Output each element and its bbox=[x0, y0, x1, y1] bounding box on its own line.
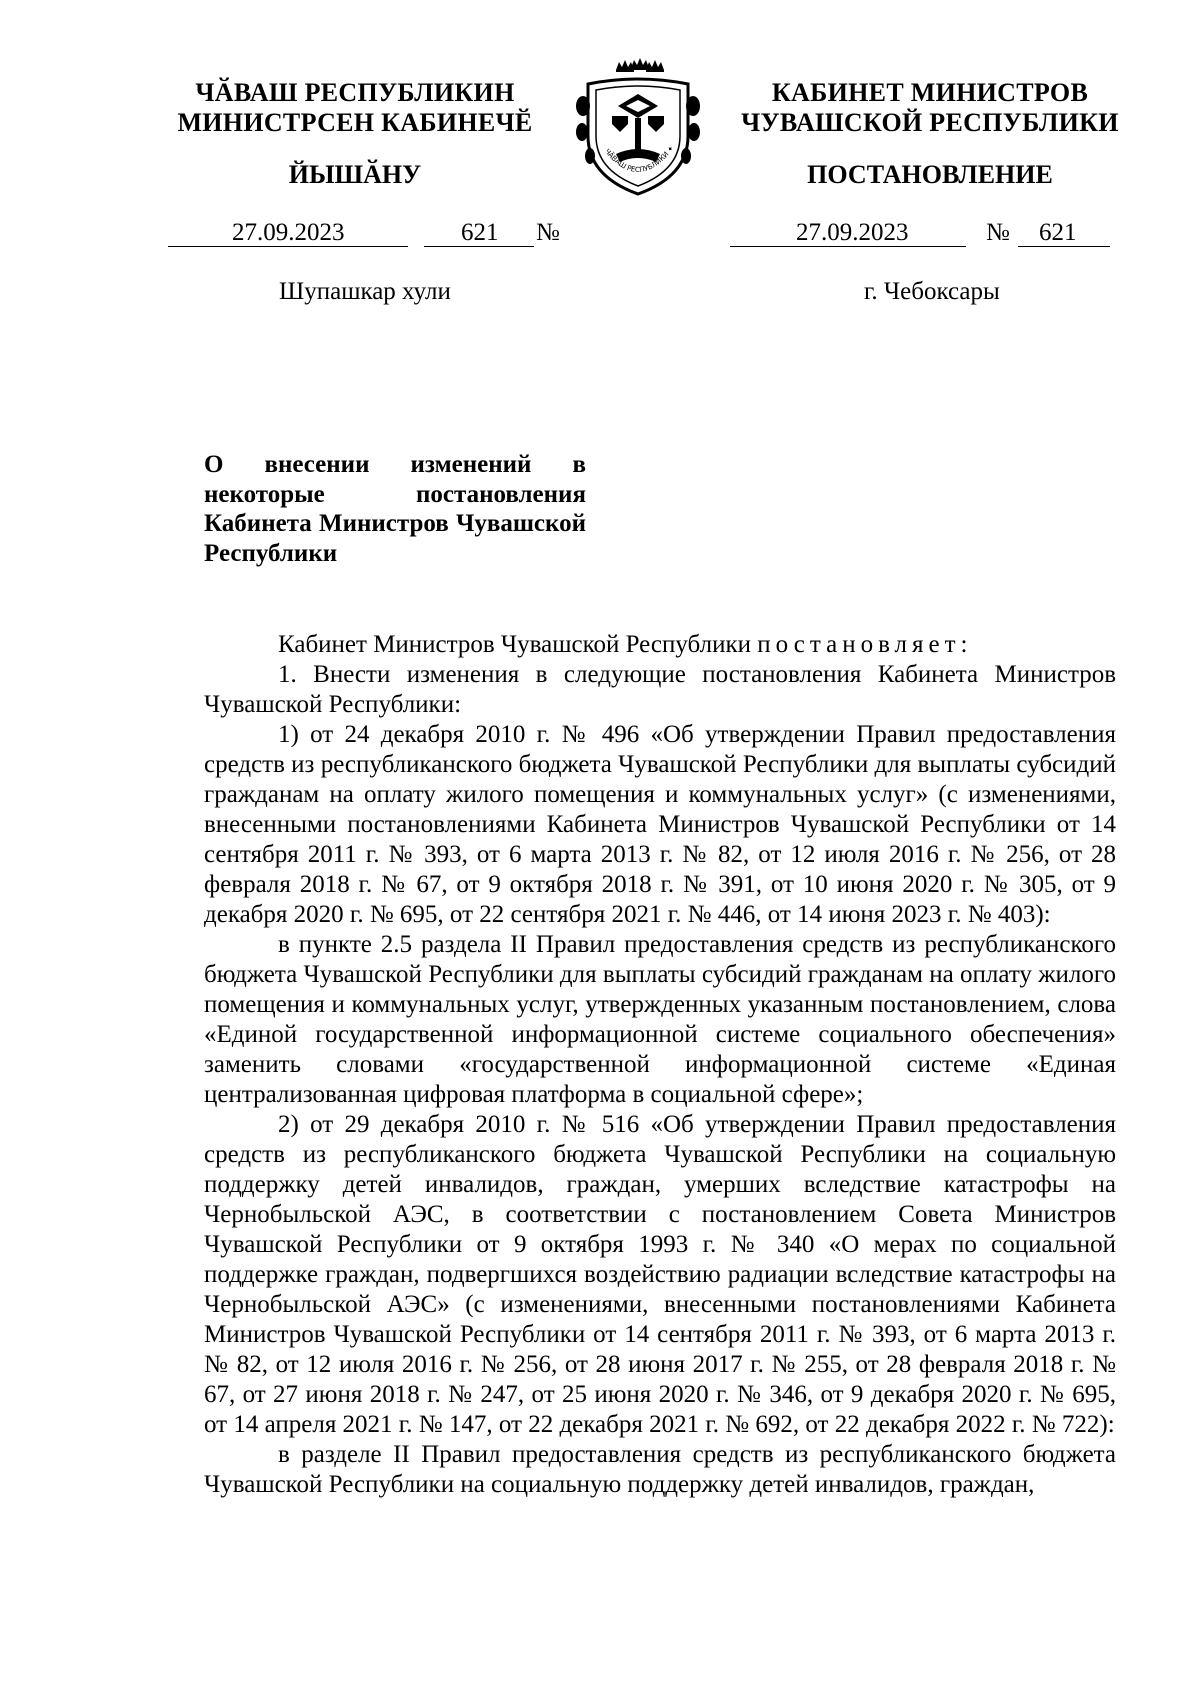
right-header-title-line1: КАБИНЕТ МИНИСТРОВ bbox=[771, 78, 1089, 107]
body-paragraph: в разделе II Правил предоставления средств из республиканского бюджета Чувашской Республики на социальную поддержку детей инвалидов, граждан, bbox=[204, 1441, 1116, 1498]
body-paragraph: в пункте 2.5 раздела II Правил предоставления средств из республиканского бюджета Чувашской Республики для выплаты субсидий гражданам на оплату жилого помещения и коммунальных услуг, утвержденных указанным постановлением, слова «Единой государственной информационной системе социального обеспечения» заменить словами «государственной информационной системе «Единая централизованная цифровая платформа в социальной сфере»; bbox=[204, 931, 1116, 1108]
right-number: 621 bbox=[1039, 219, 1077, 246]
right-number-underline bbox=[1018, 246, 1110, 247]
place-left: Шупашкар хули bbox=[279, 278, 451, 305]
coat-of-arms-icon bbox=[572, 56, 704, 201]
left-header-title-line2: МИНИСТРСЕН КАБИНЕЧӖ bbox=[177, 108, 533, 137]
left-date-underline bbox=[168, 246, 408, 247]
opening-prefix: Кабинет Министров Чувашской Республики bbox=[278, 631, 752, 658]
document-subject: О внесении изменений в некоторые постановления Кабинета Министров Чувашской Республики bbox=[204, 451, 586, 567]
left-number: 621 bbox=[461, 219, 499, 246]
right-date-underline bbox=[730, 246, 966, 247]
right-header-title-line2: ЧУВАШСКОЙ РЕСПУБЛИКИ bbox=[741, 108, 1119, 137]
left-number-sign: № bbox=[536, 219, 560, 246]
left-header-title-line1: ЧӐВАШ РЕСПУБЛИКИН bbox=[195, 78, 515, 107]
body-paragraph: 1) от 24 декабря 2010 г. № 496 «Об утверждении Правил предоставления средств из республиканского бюджета Чувашской Республики для выплаты субсидий гражданам на оплату жилого помещения и коммунальных услуг» (с изменениями, внесенными постановлениями Кабинета Министров Чувашской Республики от 14 сентября 2011 г. № 393, от 6 марта 2013 г. № 82, от 12 июля 2016 г. № 256, от 28 февраля 2018 г. № 67, от 9 октября 2018 г. № 391, от 10 июня 2020 г. № 305, от 9 декабря 2020 г. № 695, от 22 сентября 2021 г. № 446, от 14 июня 2023 г. № 403): bbox=[204, 721, 1116, 928]
opening-verb: постановляет: bbox=[757, 631, 973, 658]
right-doc-type: ПОСТАНОВЛЕНИЕ bbox=[807, 160, 1053, 189]
place-right: г. Чебоксары bbox=[864, 278, 1000, 305]
right-header-title bbox=[720, 78, 1140, 138]
left-number-underline bbox=[424, 246, 534, 247]
left-date: 27.09.2023 bbox=[232, 219, 345, 246]
right-date: 27.09.2023 bbox=[796, 219, 909, 246]
document-body bbox=[204, 630, 1116, 1500]
coat-of-arms-emblem bbox=[572, 56, 704, 201]
left-header-title bbox=[150, 78, 560, 138]
right-number-sign: № bbox=[986, 219, 1010, 246]
opening-line bbox=[204, 630, 1116, 660]
emblem-ribbon-text: ЧĂВАШ РЕСПУБЛИКИ ✦ bbox=[603, 144, 676, 175]
body-paragraph: 1. Внести изменения в следующие постановления Кабинета Министров Чувашской Республики: bbox=[204, 661, 1116, 718]
left-doc-type: ЙЫШӐНУ bbox=[288, 160, 422, 189]
body-paragraph: 2) от 29 декабря 2010 г. № 516 «Об утверждении Правил предоставления средств из республиканского бюджета Чувашской Республики на социальную поддержку детей инвалидов, граждан, умерших вследствие катастрофы на Чернобыльской АЭС, в соответствии с постановлением Совета Министров Чувашской Республики от 9 октября 1993 г. № 340 «О мерах по социальной поддержке граждан, подвергшихся воздействию радиации вследствие катастрофы на Чернобыльской АЭС» (с изменениями, внесенными постановлениями Кабинета Министров Чувашской Республики от 14 сентября 2011 г. № 393, от 6 марта 2013 г. № 82, от 12 июля 2016 г. № 256, от 28 июня 2017 г. № 255, от 28 февраля 2018 г. № 67, от 27 июня 2018 г. № 247, от 25 июня 2020 г. № 346, от 9 декабря 2020 г. № 695, от 14 апреля 2021 г. № 147, от 22 декабря 2021 г. № 692, от 22 декабря 2022 г. № 722): bbox=[204, 1111, 1116, 1438]
